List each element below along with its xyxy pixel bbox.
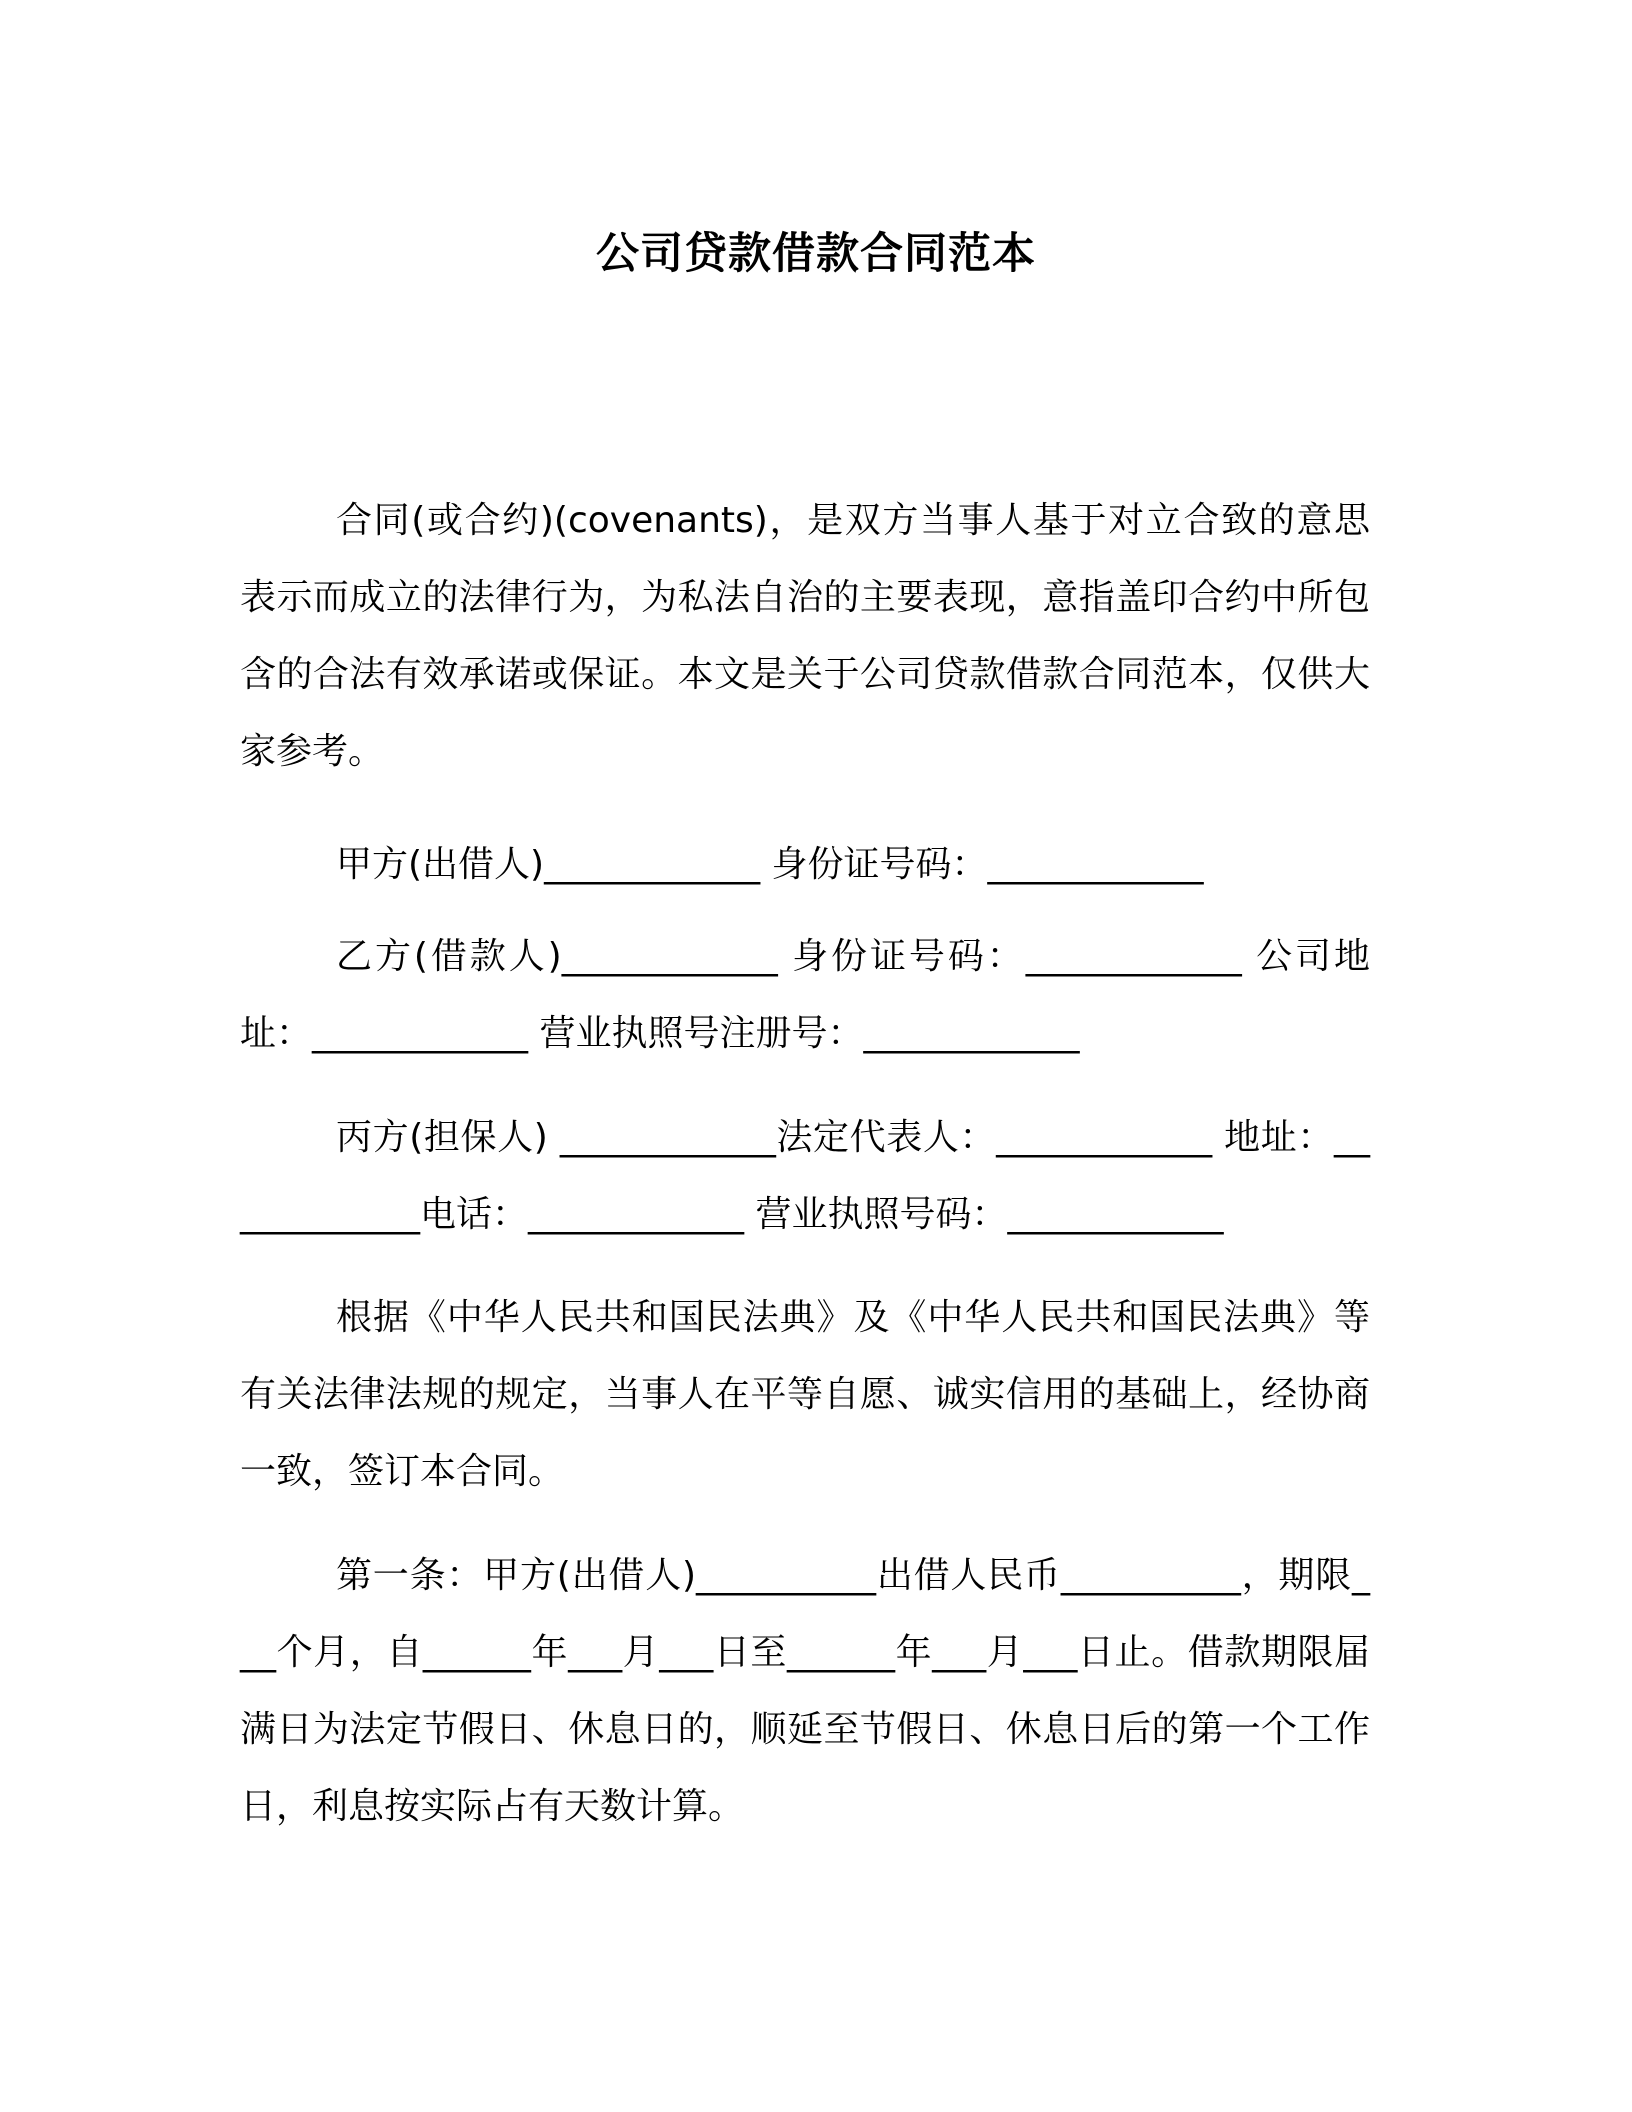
party-b-line: 乙方(借款人)____________ 身份证号码：____________ 公司地址：____________ 营业执照号注册号：____________ xyxy=(240,936,1370,1054)
intro-paragraph: 合同(或合约)(covenants)，是双方当事人基于对立合致的意思表示而成立的法律行为，为私法自治的主要表现，意指盖印合约中所包含的合法有效承诺或保证。本文是关于公司贷款借款合同范本，仅供大家参考。 xyxy=(240,500,1370,772)
document-title: 公司贷款借款合同范本 xyxy=(596,229,1036,279)
article-1-paragraph: 第一条：甲方(出借人)__________出借人民币__________，期限___个月，自______年___月___日至______年___月___日止。借款期限届满日为法定节假日、休息日的，顺延至节假日、休息日后的第一个工作日，利息按实际占有天数计算。 xyxy=(240,1555,1370,1827)
party-c-line: 丙方(担保人) ____________法定代表人：____________ 地址：____________电话：____________ 营业执照号码：____________ xyxy=(240,1117,1370,1235)
legal-basis-paragraph: 根据《中华人民共和国民法典》及《中华人民共和国民法典》等有关法律法规的规定，当事人在平等自愿、诚实信用的基础上，经协商一致，签订本合同。 xyxy=(240,1297,1370,1492)
party-a-line: 甲方(出借人)____________ 身份证号码：____________ xyxy=(336,844,1204,885)
